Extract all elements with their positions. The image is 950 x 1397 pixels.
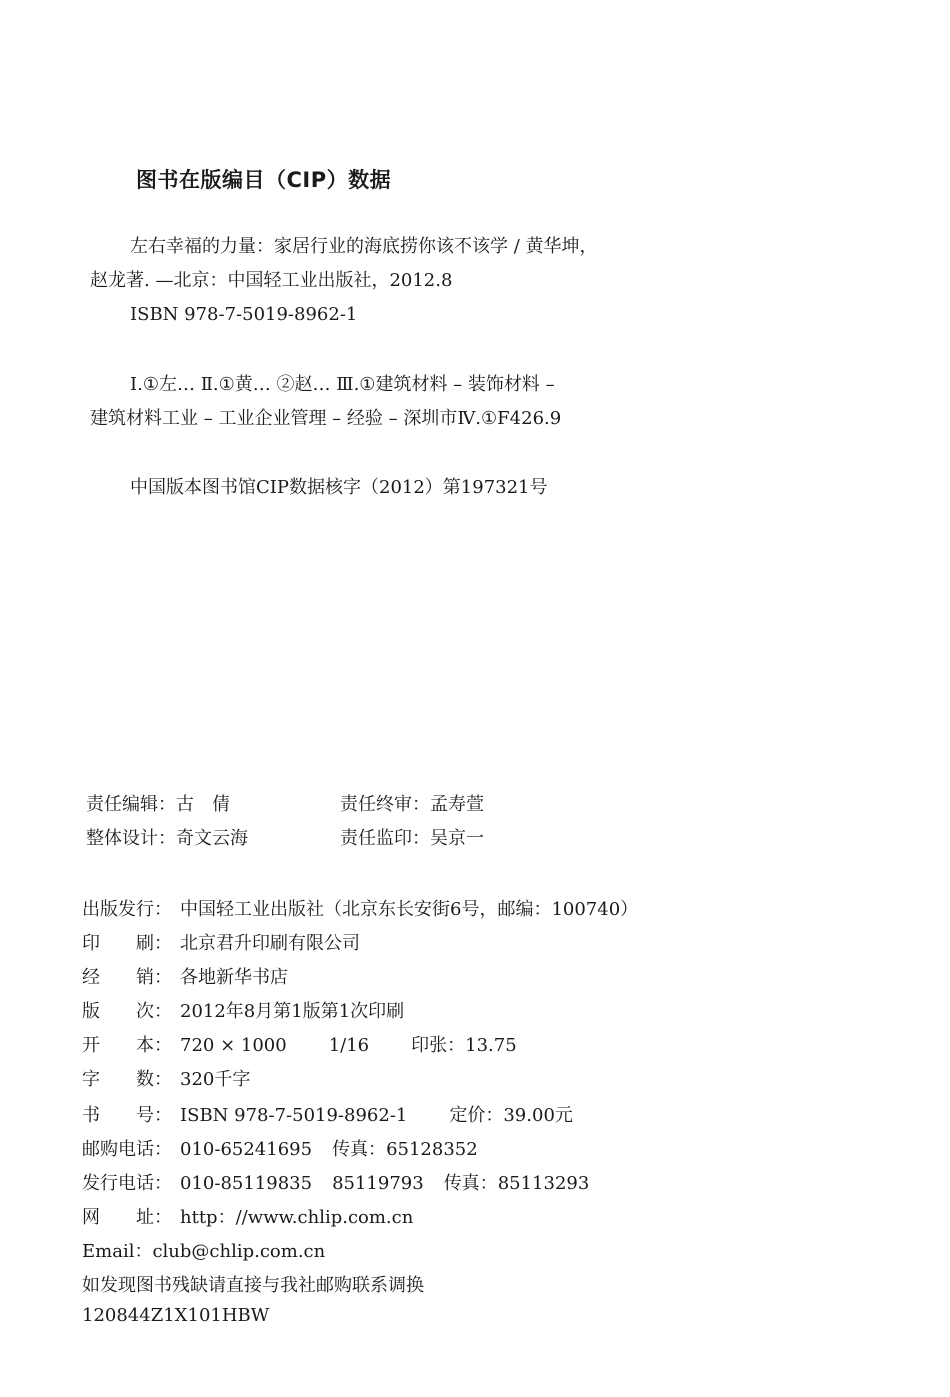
- pub-printer-value: 北京君升印刷有限公司: [180, 933, 360, 954]
- cip-title-line-1: 左右幸福的力量：家居行业的海底捞你该不该学 / 黄华坤，: [130, 236, 598, 257]
- pub-distributor-value: 各地新华书店: [180, 967, 288, 988]
- pub-mail-order-row: [82, 1135, 478, 1161]
- pub-mail-order-fax-label: 传真：: [332, 1139, 387, 1160]
- pub-distribution-phone-label: 发行电话：: [82, 1173, 172, 1194]
- credit-final-review-label: 责任终审：: [340, 794, 430, 815]
- pub-sheets-value: 13.75: [465, 1035, 517, 1056]
- pub-printer-label: 印 刷：: [82, 933, 172, 954]
- pub-email-row: [82, 1237, 325, 1263]
- pub-email-label: Email：: [82, 1241, 153, 1262]
- pub-email-value[interactable]: club@chlip.com.cn: [152, 1241, 326, 1262]
- pub-words-row: [82, 1065, 250, 1091]
- credit-editor: [86, 790, 230, 816]
- pub-format-size: 720 × 1000: [180, 1035, 287, 1056]
- pub-book-number-row: [82, 1101, 573, 1127]
- pub-publisher-row: [82, 895, 638, 921]
- pub-distributor-row: [82, 963, 288, 989]
- credit-design: [86, 824, 248, 850]
- pub-distributor-label: 经 销：: [82, 967, 172, 988]
- pub-printer-row: [82, 929, 360, 955]
- credit-print-supervisor: [340, 824, 484, 850]
- credit-design-value: 奇文云海: [176, 828, 248, 849]
- pub-book-number-label: 书 号：: [82, 1105, 172, 1126]
- pub-price-value: 39.00元: [503, 1105, 573, 1126]
- cip-classification-line-2: 建筑材料工业 – 工业企业管理 – 经验 – 深圳市Ⅳ.①F426.9: [90, 408, 562, 429]
- pub-distribution-row: [82, 1169, 589, 1195]
- pub-words-value: 320千字: [180, 1069, 251, 1090]
- pub-book-number-value: ISBN 978-7-5019-8962-1: [180, 1105, 408, 1126]
- pub-mail-order-phone-value: 010-65241695: [180, 1139, 313, 1160]
- pub-distribution-phone-value-2: 85119793: [332, 1173, 424, 1194]
- pub-website-row: [82, 1203, 413, 1229]
- pub-edition-label: 版 次：: [82, 1001, 172, 1022]
- pub-notice: 如发现图书残缺请直接与我社邮购联系调换: [82, 1275, 424, 1296]
- cip-core-data-line: 中国版本图书馆CIP数据核字（2012）第197321号: [130, 477, 548, 498]
- pub-publisher-label: 出版发行：: [82, 899, 172, 920]
- credit-editor-value: 古 倩: [176, 794, 230, 815]
- credit-final-review: [340, 790, 484, 816]
- pub-format-row: [82, 1031, 517, 1057]
- pub-edition-row: [82, 997, 404, 1023]
- cip-heading: 图书在版编目（CIP）数据: [136, 168, 392, 192]
- pub-words-label: 字 数：: [82, 1069, 172, 1090]
- pub-format-fold: 1/16: [328, 1035, 370, 1056]
- pub-distribution-fax-value: 85113293: [497, 1173, 590, 1194]
- pub-website-value[interactable]: http：//www.chlip.com.cn: [180, 1207, 414, 1228]
- cip-classification-line-1: Ⅰ.①左… Ⅱ.①黄… ②赵… Ⅲ.①建筑材料 – 装饰材料 –: [130, 374, 555, 395]
- cip-title-line-2: 赵龙著. —北京：中国轻工业出版社，2012.8: [90, 270, 453, 291]
- pub-publisher-value: 中国轻工业出版社（北京东长安街6号，邮编：100740）: [180, 899, 639, 920]
- pub-mail-order-phone-label: 邮购电话：: [82, 1139, 172, 1160]
- cip-isbn-line: ISBN 978-7-5019-8962-1: [130, 304, 358, 325]
- pub-format-label: 开 本：: [82, 1035, 172, 1056]
- pub-edition-value: 2012年8月第1版第1次印刷: [180, 1001, 405, 1022]
- pub-code: 120844Z1X101HBW: [82, 1305, 270, 1326]
- pub-distribution-fax-label: 传真：: [443, 1173, 498, 1194]
- credit-editor-label: 责任编辑：: [86, 794, 176, 815]
- credit-final-review-value: 孟寿萱: [430, 794, 484, 815]
- credit-print-supervisor-label: 责任监印：: [340, 828, 430, 849]
- pub-website-label: 网 址：: [82, 1207, 172, 1228]
- pub-mail-order-fax-value: 65128352: [386, 1139, 478, 1160]
- credit-design-label: 整体设计：: [86, 828, 176, 849]
- pub-sheets-label: 印张：: [411, 1035, 466, 1056]
- pub-price-label: 定价：: [449, 1105, 504, 1126]
- credit-print-supervisor-value: 吴京一: [430, 828, 484, 849]
- pub-distribution-phone-value-1: 010-85119835: [180, 1173, 313, 1194]
